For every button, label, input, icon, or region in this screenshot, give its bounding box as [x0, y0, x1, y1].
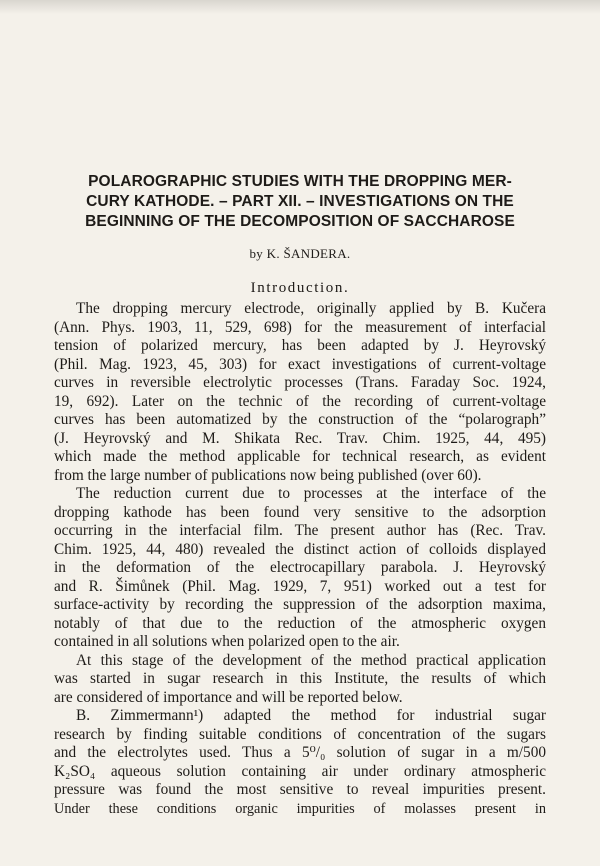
text-line: Chim. 1925, 44, 480) revealed the distinct action of colloids displayed — [54, 540, 546, 558]
text-line: Under these conditions organic impurities of molasses present in — [54, 800, 546, 817]
text-line: At this stage of the development of the method practical application — [76, 651, 546, 669]
text-line: 19, 692). Later on the technic of the recording of current-voltage — [54, 392, 546, 410]
text-line: The dropping mercury electrode, originally applied by B. Kučera — [76, 300, 546, 317]
author-byline: by K. ŠANDERA. — [249, 246, 351, 261]
title-line: POLAROGRAPHIC STUDIES WITH THE DROPPING MER- — [88, 173, 512, 190]
text-line: (J. Heyrovský and M. Shikata Rec. Trav. Chim. 1925, 44, 495) — [54, 429, 546, 447]
text-line: was started in sugar research in this Institute, the results of which — [54, 670, 546, 687]
text-line: from the large number of publications now being published (over 60). — [54, 466, 482, 484]
text-line: K₂SO₄ aqueous solution containing air under ordinary atmospheric — [54, 762, 546, 780]
text-line: curves in reversible electrolytic processes (Trans. Faraday Soc. 1924, — [54, 374, 546, 391]
text-line: research by finding suitable conditions of concentration of the sugars — [54, 725, 546, 743]
title-line: BEGINNING OF THE DECOMPOSITION OF SACCHAROSE — [85, 213, 515, 230]
text-line: curves has been automatized by the construction of the “polarograph” — [54, 411, 546, 428]
text-line: (Phil. Mag. 1923, 45, 303) for exact investigations of current-voltage — [54, 355, 546, 373]
text-line: notably of that due to the reduction of the atmospheric oxygen — [54, 614, 546, 632]
text-line: contained in all solutions when polarized open to the air. — [54, 633, 400, 650]
text-line: surface-activity by recording the suppression of the adsorption maxima, — [54, 596, 546, 613]
text-line: and R. Šimůnek (Phil. Mag. 1929, 7, 951) worked out a test for — [54, 577, 546, 595]
text-line: are considered of importance and will be reported below. — [54, 688, 403, 706]
text-line: in the deformation of the electrocapillary parabola. J. Heyrovský — [54, 559, 546, 576]
text-line: which made the method applicable for technical research, as evident — [54, 448, 546, 465]
text-line: The reduction current due to processes at the interface of the — [76, 485, 546, 502]
title-line: CURY KATHODE. – PART XII. – INVESTIGATIONS ON THE — [86, 193, 514, 210]
body-text — [54, 300, 546, 818]
text-line: dropping kathode has been found very sensitive to the adsorption — [54, 503, 546, 521]
text-line: pressure was found the most sensitive to reveal impurities present. — [54, 781, 546, 798]
text-line: and the electrolytes used. Thus a 5⁰/₀ solution of sugar in a m/500 — [54, 744, 546, 761]
text-line: occurring in the interfacial film. The present author has (Rec. Trav. — [54, 522, 546, 539]
text-line: B. Zimmermann¹) adapted the method for industrial sugar — [76, 707, 546, 724]
text-line: (Ann. Phys. 1903, 11, 529, 698) for the measurement of interfacial — [54, 318, 546, 336]
paper-title — [54, 172, 546, 232]
text-line: tension of polarized mercury, has been adapted by J. Heyrovský — [54, 337, 546, 354]
section-heading: Introduction. — [250, 280, 350, 296]
